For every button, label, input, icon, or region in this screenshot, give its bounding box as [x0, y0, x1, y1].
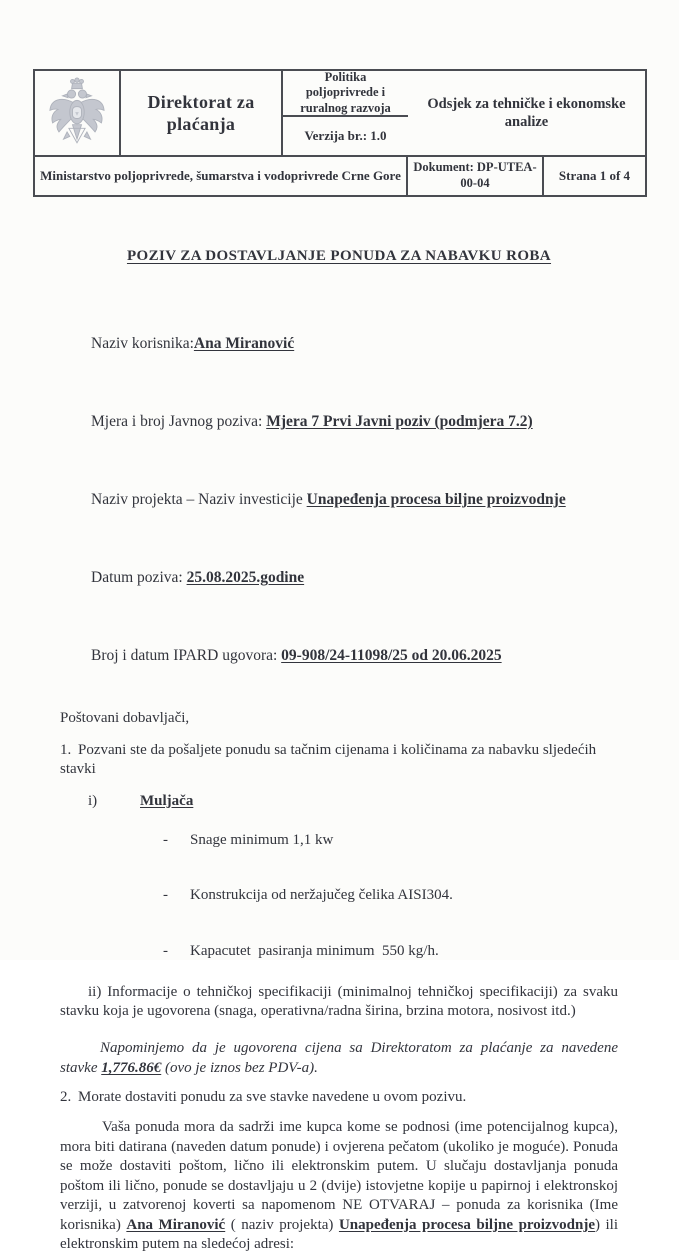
text-run: ( naziv projekta) — [225, 1216, 339, 1233]
field-value: Ana Miranović — [193, 335, 295, 352]
item-number: 1. — [60, 742, 72, 758]
text-run: Napominjemo da je ugovorena cijena sa Direktoratom za plaćanje za navedene stavke — [60, 1040, 618, 1077]
item-2 — [60, 1088, 618, 1107]
spec-item — [133, 924, 618, 980]
field-label: Naziv projekta – Naziv investicije — [91, 491, 307, 508]
item-text: Morate dostaviti ponudu za sve stavke navedene u ovom pozivu. — [78, 1089, 467, 1106]
field-project — [60, 461, 618, 539]
field-beneficiary — [60, 305, 618, 383]
field-call-date — [60, 539, 618, 617]
roman-numeral: i) — [88, 793, 98, 809]
document-title: POZIV ZA DOSTAVLJANJE PONUDA ZA NABAVKU ROBA — [126, 248, 552, 264]
document-header-table — [33, 69, 647, 197]
submission-paragraph — [60, 1118, 618, 1255]
version-label: Verzija br.: 1.0 — [283, 117, 408, 157]
policy-title: Politika poljoprivrede i ruralnog razvoja — [283, 71, 408, 117]
field-label: Naziv korisnika: — [91, 335, 194, 352]
spec-item — [133, 812, 618, 868]
text-run: Vaša ponuda mora da sadrži ime kupca kome se podnosi (ime potencijalnog kupca), mora biti datirana (naveden datum ponude) i ovjerena pečatom (ukoliko je moguće). Ponuda se može dostaviti poštom, lično ili elektronskim putem. U slučaju dostavljanja ponuda poštom ili lično, ponude se dostavljaju u 2 (dvije) istovjetne kopije u papirnoj i elektronskoj verziji, u zatvorenoj koverti sa napomenom NE OTVARAJ – ponuda za korisnika (Ime korisnika) — [60, 1119, 618, 1233]
dash-marker: - — [163, 831, 168, 848]
emphasized-text: Unapeđenja procesa biljne proizvodnje — [338, 1216, 595, 1233]
field-block — [60, 305, 618, 695]
item-number: 2. — [60, 1089, 72, 1106]
text-run: (ovo je iznos bez PDV-a). — [161, 1060, 318, 1077]
document-body — [60, 240, 618, 1255]
text-run: ) ili elektronskim putem na sledećoj adresi: — [60, 1216, 619, 1253]
logo-cell — [35, 71, 121, 157]
salutation: Poštovani dobavljači, — [60, 710, 190, 726]
field-value: 25.08.2025.godine — [186, 569, 305, 586]
department-title: Odsjek za tehničke i ekonomske analize — [408, 71, 645, 157]
field-contract — [60, 617, 618, 695]
sub-item-ii: ii) Informacije o tehničkoj specifikaciji (minimalnoj tehničkoj specifikaciji) za svaku stavku koja je ugovorena (snaga, operativna/radna širina, brzina motora, nosivost itd.) — [60, 984, 618, 1020]
page-number: Strana 1 of 4 — [558, 167, 631, 183]
document-number: Dokument: DP-UTEA-00-04 — [408, 157, 544, 195]
field-measure — [60, 383, 618, 461]
item-1 — [60, 741, 618, 779]
equipment-name: Muljača — [140, 793, 194, 809]
field-label: Broj i datum IPARD ugovora: — [91, 647, 282, 664]
spec-text: Konstrukcija od neržajučeg čelika AISI304. — [190, 887, 453, 904]
spec-list — [60, 812, 618, 979]
field-value: Unapeđenja procesa biljne proizvodnje — [306, 491, 566, 508]
spec-item — [133, 868, 618, 924]
item-text: Pozvani ste da pošaljete ponudu sa tačnim cijenama i količinama za nabavku sljedećih stavki — [60, 742, 597, 777]
directorate-title: Direktorat za plaćanja — [121, 71, 283, 157]
dash-marker: - — [163, 943, 168, 960]
emphasized-text: Ana Miranović — [126, 1216, 226, 1233]
sub-item-i — [60, 791, 618, 811]
field-label: Datum poziva: — [91, 569, 187, 586]
field-value: Mjera 7 Prvi Javni poziv (podmjera 7.2) — [266, 413, 533, 430]
montenegro-coat-of-arms-icon — [45, 76, 109, 150]
field-value: 09-908/24-11098/25 od 20.06.2025 — [281, 647, 502, 664]
emphasized-text: 1,776.86€ — [101, 1060, 162, 1077]
dash-marker: - — [163, 887, 168, 904]
spec-text: Snage minimum 1,1 kw — [190, 831, 334, 848]
ministry-title: Ministarstvo poljoprivrede, šumarstva i vodoprivrede Crne Gore — [35, 157, 408, 195]
spec-text: Kapacutet pasiranja minimum 550 kg/h. — [190, 943, 439, 960]
price-note — [60, 1038, 618, 1078]
field-label: Mjera i broj Javnog poziva: — [91, 413, 267, 430]
